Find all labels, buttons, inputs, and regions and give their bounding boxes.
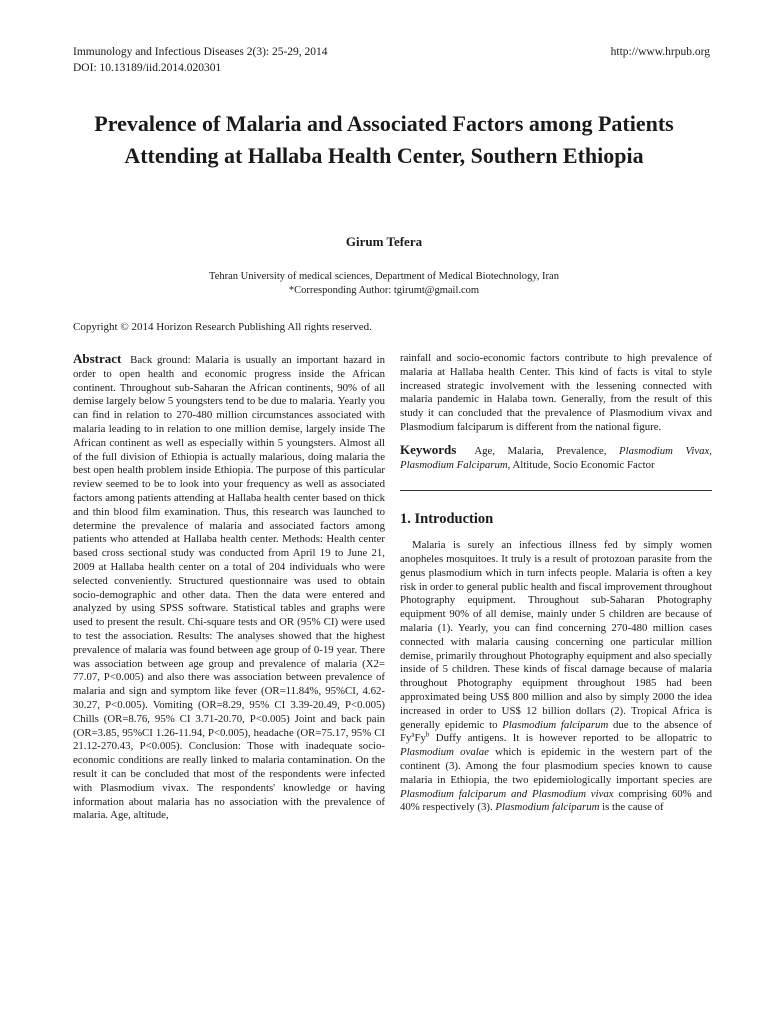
intro-paragraph	[400, 539, 712, 815]
superscript-b: b	[425, 730, 430, 739]
intro-species-4: Plasmodium falciparum	[495, 801, 600, 814]
intro-text-1: Malaria is surely an infectious illness fed by simply women anopheles mosquitoes. It truly is a result of protozoan parasite from the genus plasmodium which in turn infects people. Malaria is often a key risk in order to general public health and fiscal improvement throughout Photography equipment. Throughout sub-Saharan Photography equipment 90% of all demise, mainly under 5 children are because of malaria (1). Yearly, you can find concerning 270-480 million cases connected with malaria causing concerning one particular million demise, primarily throughout Photography equipment and also specially inside of 5 children. These kinds of fiscal damage because of malaria throughout Photography equipment throughout 1985 had been approximated being US$ 800 million and also by simply 2000 the idea increased in order to US$ 12 billion dollars (2). Tropical Africa is generally epidemic to	[400, 539, 712, 731]
section-divider	[400, 490, 712, 491]
affiliation-block	[60, 270, 708, 298]
left-column	[73, 352, 385, 823]
keywords-heading: Keywords	[400, 441, 457, 457]
keywords-text-a: Age, Malaria, Prevalence,	[474, 444, 607, 457]
keywords-text-b: Plasmodium Vivax, Plasmodium Falciparum,	[400, 444, 713, 471]
journal-citation: Immunology and Infectious Diseases 2(3): 25-29, 2014	[73, 46, 328, 58]
intro-fy: Fy	[414, 732, 426, 745]
author-name: Girum Tefera	[345, 234, 423, 249]
superscript-a: a	[411, 730, 415, 739]
intro-species-3: Plasmodium falciparum and Plasmodium vivax	[400, 787, 614, 800]
doi-link[interactable]: DOI: 10.13189/iid.2014.020301	[73, 62, 222, 74]
intro-text-2: due to the absence of Fy	[400, 718, 712, 745]
right-column	[400, 352, 712, 815]
corresponding-author[interactable]: *Corresponding Author: tgirumt@gmail.com	[288, 285, 480, 296]
paper-title: Prevalence of Malaria and Associated Factors among Patients Attending at Hallaba Health Center, Southern Ethiopia	[94, 111, 674, 168]
intro-species-1: Plasmodium falciparum	[502, 718, 609, 731]
keywords-text-c: Altitude, Socio Economic Factor	[512, 458, 655, 471]
intro-text-4: which is epidemic in the western part of the continent (3). Among the four plasmodium species known to cause malaria in Ethiopia, the two epidemiologically important species are	[400, 746, 713, 786]
intro-text-6: is the cause of	[602, 801, 664, 814]
intro-text-5: comprising 60% and 40% respectively (3).	[400, 787, 713, 814]
abstract-continued: rainfall and socio-economic factors contribute to high prevalence of malaria at Hallaba health Center. This kind of facts is vital to style increased strategic involvement with the lessening connected with malaria pandemic in Halaba town. Generally, from the result of this study it can concluded that the prevalence of Plasmodium vivax and Plasmodium falciparum is different from the national figure.	[400, 352, 712, 433]
journal-url[interactable]: http://www.hrpub.org	[610, 46, 710, 58]
journal-header	[73, 44, 328, 76]
keywords-paragraph	[400, 443, 712, 473]
intro-text-3: Duffy antigens. It is however reported to be allopatric to	[435, 732, 713, 745]
copyright-notice: Copyright © 2014 Horizon Research Publishing All rights reserved.	[73, 321, 372, 333]
intro-species-2: Plasmodium ovalae	[400, 746, 489, 759]
abstract-text: Back ground: Malaria is usually an important hazard in order to open health and economic progress inside the African continent. Throughout sub-Saharan the African continents, 90% of all demise largely below 5 youngsters tend to be due to malaria. Yearly you can find in relation to 270-480 million circumstances associated with malaria leading to in relation to one million demise, largely inside The African continent as well as especially within 5 youngsters. Almost all of the full division of Ethiopia is actually malarious, doing malaria the best open health problem inside Ethiopia. The purpose of this particular review seemed to be to look into your frequency as well as associated factors among patients attending at Hallaba health center based on thick and thin blood film examination. Thus, this research was launched to determine the prevalence of malaria and associated factors among patients who attended at Hallaba health center. Methods: Health center based cross sectional study was conducted from April 19 to June 21, 2009 at Hallaba health center on a total of 204 individuals who were selected conveniently. Structured questionnaire was used to obtain socio-demographic and other data. Then the data were entered and analyzed by using SPSS software. Statistical tables and graphs were used to present the result. Chi-square tests and OR (95% CI) were used to test the association. Results: The analyses showed that the highest prevalence of malaria was found between age group of 0-19 year. There was association between age group and prevalence of malaria (X2= 77.07, P<0.005) and also there was association between prevalence of malaria and sign and symptom like fever (OR=11.84%, 95%CI, 4.62-30.27, P<0.005). Vomiting (OR=8.29, 95% CI 3.39-20.49, P<0.005) Chills (OR=8.76, 95% CI 3.71-20.70, P<0.005) Joint and back pain (OR=3.85, 95%CI 1.26-11.94, P<0.005), headache (OR=75.17, 95% CI 21.12-270.43, P<0.005). Conclusion: Those with inadequate socio-economic conditions are really linked to malaria contamination. On the result it can be concluded that most of the respondents were infected with Plasmodium vivax. The respondents' knowledge or having information about malaria has no association with the prevalence of malaria. Age, altitude,	[73, 354, 385, 822]
section-heading-introduction: 1. Introduction	[400, 511, 494, 528]
abstract-heading: Abstract	[73, 351, 122, 366]
affiliation: Tehran University of medical sciences, Department of Medical Biotechnology, Iran	[209, 271, 559, 282]
abstract-paragraph	[73, 352, 385, 823]
